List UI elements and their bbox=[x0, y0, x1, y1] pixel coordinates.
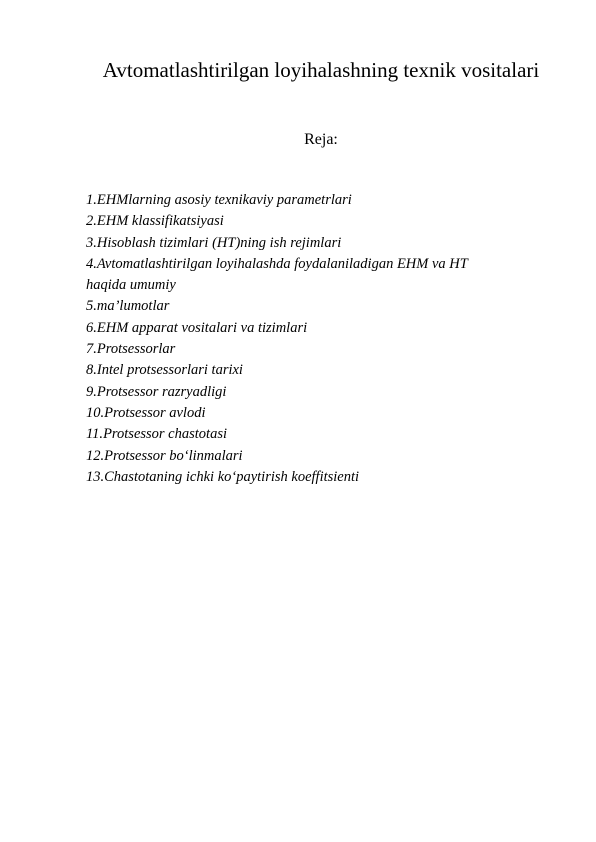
plan-heading: Reja: bbox=[304, 131, 338, 148]
list-item bbox=[86, 233, 526, 254]
item-text: Protsessor razryadligi bbox=[96, 383, 227, 400]
list-item bbox=[86, 318, 526, 339]
item-number: 5. bbox=[86, 298, 97, 315]
item-text: EHM klassifikatsiyasi bbox=[96, 213, 224, 230]
item-number: 6. bbox=[86, 319, 97, 336]
item-text: EHM apparat vositalari va tizimlari bbox=[96, 319, 308, 336]
item-number: 2. bbox=[86, 213, 97, 230]
item-text: Protsessorlar bbox=[96, 341, 176, 358]
list-item bbox=[86, 296, 526, 317]
item-text: Intel protsessorlari tarixi bbox=[96, 362, 243, 379]
list-item bbox=[86, 339, 526, 360]
list-item bbox=[86, 190, 526, 211]
item-number: 8. bbox=[86, 362, 97, 379]
item-number: 13. bbox=[86, 468, 105, 485]
item-number: 3. bbox=[86, 234, 97, 251]
item-text: ma’lumotlar bbox=[96, 298, 170, 315]
item-continuation: haqida umumiy bbox=[86, 277, 176, 294]
item-number: 10. bbox=[86, 404, 105, 421]
plan-list bbox=[86, 190, 526, 488]
list-item bbox=[86, 382, 526, 403]
item-number: 11. bbox=[86, 426, 104, 443]
item-text: Protsessor avlodi bbox=[104, 404, 206, 421]
item-text: Avtomatlashtirilgan loyihalashda foydalaniladigan EHM va HT bbox=[96, 255, 468, 272]
item-text: Hisoblash tizimlari (HT)ning ish rejimlari bbox=[96, 234, 342, 251]
item-text: Chastotaning ichki ko‘paytirish koeffitsienti bbox=[104, 468, 360, 485]
list-item bbox=[86, 446, 526, 467]
list-item bbox=[86, 467, 526, 488]
item-text: EHMlarning asosiy texnikaviy parametrlari bbox=[96, 192, 352, 208]
page-title: Avtomatlashtirilgan loyihalashning texnik vositalari bbox=[102, 58, 540, 82]
list-item bbox=[86, 424, 526, 445]
item-text: Protsessor bo‘linmalari bbox=[104, 447, 243, 464]
item-number: 1. bbox=[86, 192, 97, 208]
item-number: 7. bbox=[86, 341, 97, 358]
item-number: 4. bbox=[86, 255, 97, 272]
list-item bbox=[86, 254, 526, 297]
list-item bbox=[86, 360, 526, 381]
item-number: 9. bbox=[86, 383, 97, 400]
list-item bbox=[86, 211, 526, 232]
item-number: 12. bbox=[86, 447, 105, 464]
list-item bbox=[86, 403, 526, 424]
item-text: Protsessor chastotasi bbox=[103, 426, 227, 443]
